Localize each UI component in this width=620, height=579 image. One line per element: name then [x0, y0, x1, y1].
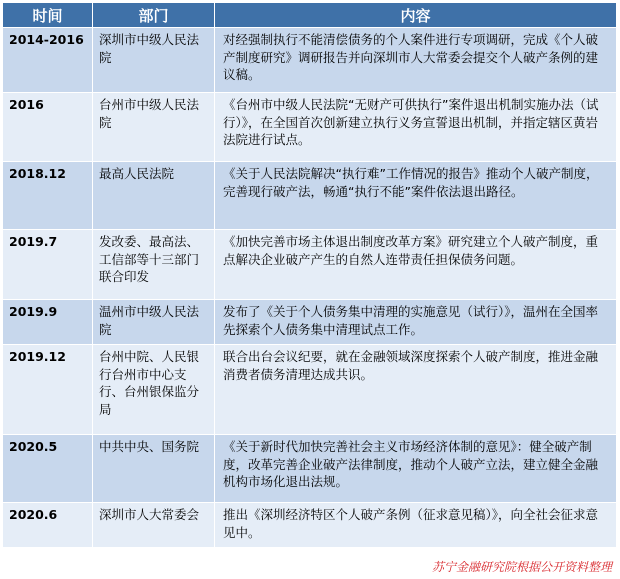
- policy-timeline-table: [2, 2, 617, 548]
- table-header: [3, 3, 617, 28]
- header-row: [3, 3, 617, 28]
- row-time: 2020.6: [3, 503, 93, 548]
- row-dept: 台州市中级人民法院: [93, 93, 215, 162]
- row-time: 2019.7: [3, 230, 93, 300]
- row-content: 《加快完善市场主体退出制度改革方案》研究建立个人破产制度，重点解决企业破产产生的自然人连带责任担保债务问题。: [215, 230, 617, 300]
- table-row: [3, 230, 617, 300]
- row-dept: 深圳市中级人民法院: [93, 28, 215, 93]
- row-content: 推出《深圳经济特区个人破产条例（征求意见稿）》，向全社会征求意见中。: [215, 503, 617, 548]
- row-time: 2019.9: [3, 300, 93, 345]
- table-row: [3, 93, 617, 162]
- header-time: 时间: [3, 3, 93, 28]
- row-content: 《关于新时代加快完善社会主义市场经济体制的意见》：健全破产制度，改革完善企业破产法律制度，推动个人破产立法，建立健全金融机构市场化退出法规。: [215, 435, 617, 503]
- row-dept: 最高人民法院: [93, 162, 215, 230]
- row-content: 发布了《关于个人债务集中清理的实施意见（试行）》，温州在全国率先探索个人债务集中清理试点工作。: [215, 300, 617, 345]
- row-content: 《台州市中级人民法院“无财产可供执行”案件退出机制实施办法（试行）》，在全国首次创新建立执行义务宣誓退出机制，并指定辖区黄岩法院进行试点。: [215, 93, 617, 162]
- row-time: 2020.5: [3, 435, 93, 503]
- table-row: [3, 435, 617, 503]
- header-content: 内容: [215, 3, 617, 28]
- table-row: [3, 345, 617, 435]
- row-content: 《关于人民法院解决“执行难”工作情况的报告》推动个人破产制度，完善现行破产法，畅通“执行不能”案件依法退出路径。: [215, 162, 617, 230]
- table-row: [3, 503, 617, 548]
- table-row: [3, 300, 617, 345]
- row-content: 联合出台会议纪要，就在金融领域深度探索个人破产制度，推进金融消费者债务清理达成共识。: [215, 345, 617, 435]
- table-row: [3, 162, 617, 230]
- row-time: 2019.12: [3, 345, 93, 435]
- row-content: 对经强制执行不能清偿债务的个人案件进行专项调研，完成《个人破产制度研究》调研报告并向深圳市人大常委会提交个人破产条例的建议稿。: [215, 28, 617, 93]
- row-time: 2018.12: [3, 162, 93, 230]
- table-body: [3, 28, 617, 548]
- header-dept: 部门: [93, 3, 215, 28]
- row-time: 2014-2016: [3, 28, 93, 93]
- row-dept: 温州市中级人民法院: [93, 300, 215, 345]
- row-dept: 发改委、最高法、工信部等十三部门联合印发: [93, 230, 215, 300]
- row-dept: 中共中央、国务院: [93, 435, 215, 503]
- row-time: 2016: [3, 93, 93, 162]
- row-dept: 台州中院、人民银行台州市中心支行、台州银保监分局: [93, 345, 215, 435]
- row-dept: 深圳市人大常委会: [93, 503, 215, 548]
- table-row: [3, 28, 617, 93]
- source-note: 苏宁金融研究院根据公开资料整理: [431, 560, 612, 574]
